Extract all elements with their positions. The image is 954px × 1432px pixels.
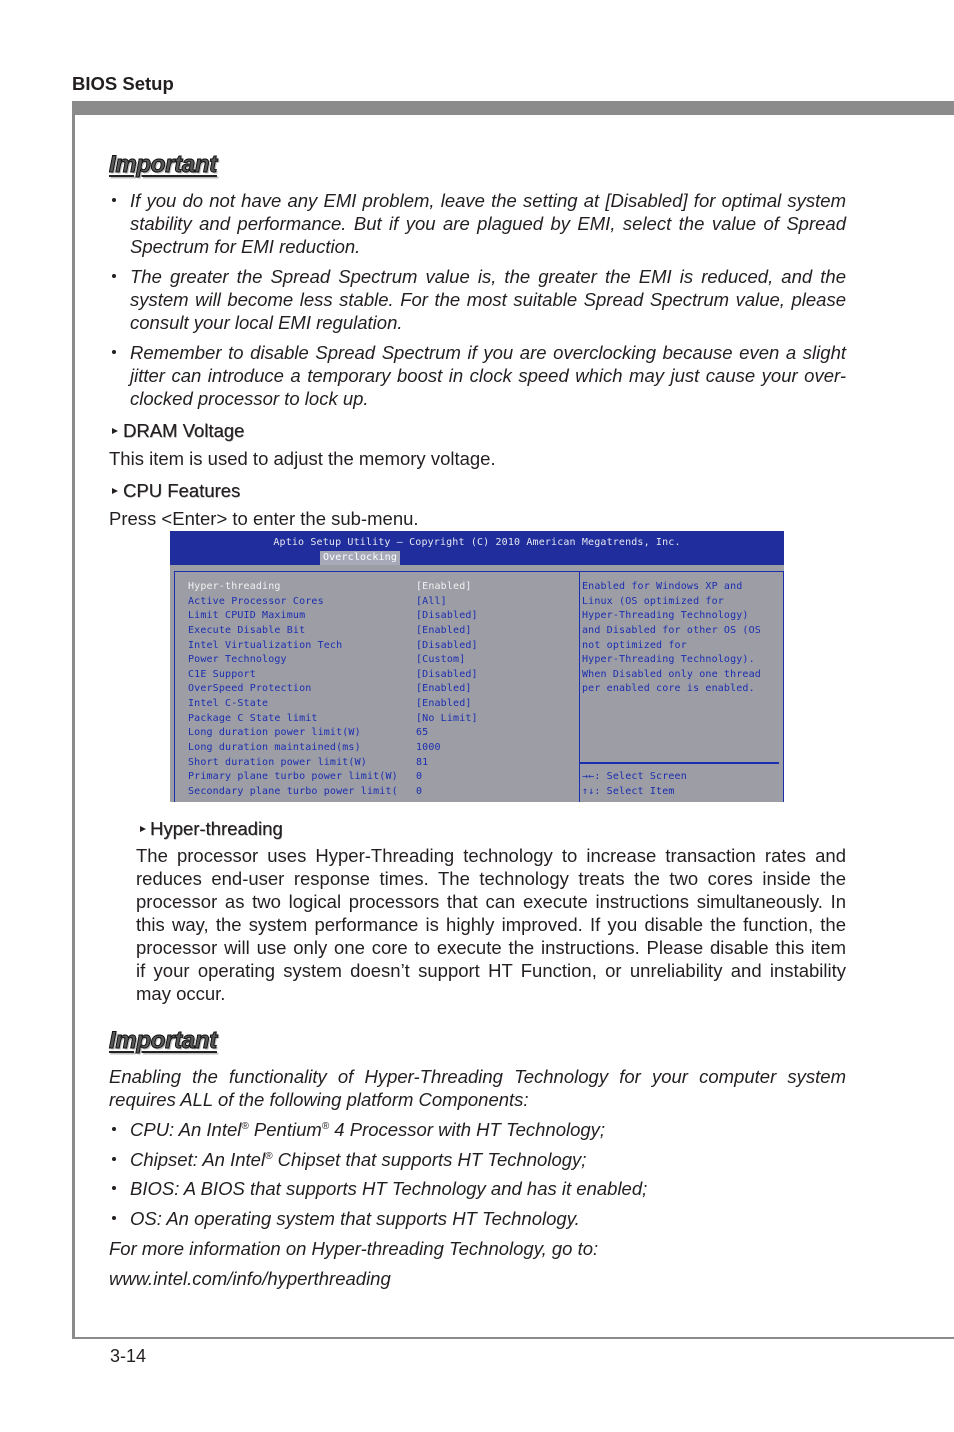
triangle-bullet-icon [112, 488, 118, 494]
requirement-bios [130, 1177, 647, 1200]
important-bullet [130, 265, 846, 334]
bios-setting-value: [Enabled] [416, 683, 472, 695]
bullet-dot-icon [112, 1127, 116, 1131]
bios-help-line: and Disabled for other OS (OS [582, 624, 761, 636]
requirement-os [130, 1207, 580, 1230]
bios-setting-value: [No Limit] [416, 712, 478, 724]
bios-setting-label: Short duration power limit(W) [188, 756, 367, 768]
bullet-dot-icon [112, 198, 116, 202]
bullet-dot-icon [112, 350, 116, 354]
bullet-line: Spectrum for EMI reduction. [130, 235, 361, 257]
bullet-dot-icon [112, 1186, 116, 1190]
hyper-threading-heading: Hyper-threading [150, 818, 283, 839]
bios-setting-row [170, 741, 784, 756]
bios-setting-value: [Disabled] [416, 668, 478, 680]
bios-setting-label: Execute Disable Bit [188, 624, 306, 636]
hyper-threading-description [136, 844, 846, 1005]
bios-setting-label: Package C State limit [188, 712, 318, 724]
bios-screenshot [170, 531, 784, 802]
bullet-dot-icon [112, 1157, 116, 1161]
cpu-features-description: Press <Enter> to enter the sub-menu. [109, 507, 419, 529]
bios-setting-row [170, 697, 784, 712]
registered-mark: ® [241, 1120, 249, 1132]
bullet-dot-icon [112, 274, 116, 278]
requirement-text: BIOS: A BIOS that supports HT Technology and has it enabled; [130, 1177, 648, 1199]
bullet-line: consult your local EMI regulation. [130, 311, 403, 333]
dram-voltage-description: This item is used to adjust the memory voltage. [109, 447, 496, 469]
bios-setting-value: 0 [416, 785, 423, 797]
bios-key-hint-select-screen: →←: Select Screen [582, 771, 687, 783]
info-url: www.intel.com/info/hyperthreading [109, 1267, 391, 1289]
requirement-text: Chipset: An Intel [130, 1148, 266, 1170]
bios-setting-label: Primary plane turbo power limit(W) [188, 771, 398, 783]
important-intro [109, 1065, 846, 1111]
requirement-text: Pentium [248, 1118, 322, 1140]
bios-setting-label: Secondary plane turbo power limit( [188, 785, 398, 797]
paragraph-line: processor as two logical processors that can execute instructions simultaneously. In [136, 890, 846, 912]
bios-help-line: Hyper-Threading Technology). [582, 654, 755, 666]
important-heading: Important [109, 151, 217, 178]
requirement-text: 4 Processor with HT Technology; [329, 1118, 606, 1140]
requirement-chipset [130, 1148, 586, 1171]
triangle-bullet-icon [112, 428, 118, 434]
bios-setting-label: Limit CPUID Maximum [188, 610, 306, 622]
bios-setting-label: Power Technology [188, 654, 287, 666]
bios-setting-value: [Enabled] [416, 581, 472, 592]
bios-setting-row [170, 712, 784, 727]
bios-setting-row [170, 770, 784, 785]
bullet-line: jitter can introduce a temporary boost in clock speed which may just cause your over- [130, 364, 846, 386]
bios-setting-label: OverSpeed Protection [188, 683, 312, 695]
bios-setting-row [170, 785, 784, 800]
dram-voltage-heading: DRAM Voltage [123, 420, 245, 441]
bios-setting-label: Intel Virtualization Tech [188, 639, 343, 651]
bullet-line: If you do not have any EMI problem, leave the setting at [Disabled] for optimal system [130, 189, 846, 211]
paragraph-line: The processor uses Hyper-Threading technology to increase transaction rates and [136, 844, 846, 866]
bios-setting-label: Hyper-threading [188, 581, 281, 592]
bios-key-hint-select-item: ↑↓: Select Item [582, 785, 675, 797]
paragraph-line: this way, the system performance is highly improved. If you disable the function, the [136, 913, 846, 935]
bios-setting-value: 1000 [416, 742, 441, 754]
bios-setting-value: 65 [416, 727, 429, 739]
bios-help-line: per enabled core is enabled. [582, 683, 755, 695]
bios-setting-row [170, 639, 784, 654]
triangle-bullet-icon [140, 826, 146, 832]
bios-setting-value: [Enabled] [416, 698, 472, 710]
requirement-cpu [130, 1118, 605, 1141]
bios-help-line: not optimized for [582, 639, 687, 651]
bullet-dot-icon [112, 1216, 116, 1220]
paragraph-line: requires ALL of the following platform Components: [109, 1088, 529, 1110]
left-border [72, 101, 75, 1339]
paragraph-line: processor will use only one core to execute the instructions. Please disable this item [136, 936, 846, 958]
requirement-text: Chipset that supports HT Technology; [272, 1148, 587, 1170]
bios-help-line: Enabled for Windows XP and [582, 581, 743, 592]
header-bar [72, 101, 954, 115]
bios-header-bar [170, 531, 784, 565]
bios-setting-label: Long duration power limit(W) [188, 727, 361, 739]
page-number: 3-14 [110, 1345, 147, 1366]
bios-setting-label: Active Processor Cores [188, 595, 324, 607]
requirement-text: CPU: An Intel [130, 1118, 242, 1140]
bios-setting-label: Long duration maintained(ms) [188, 742, 361, 754]
paragraph-line: reduces end-user response times. The technology treats the two cores inside the [136, 867, 846, 889]
bios-setting-row [170, 756, 784, 771]
cpu-features-heading: CPU Features [123, 480, 241, 501]
bios-setting-label: Intel C-State [188, 698, 269, 710]
registered-mark: ® [321, 1120, 330, 1132]
important-bullet [130, 341, 846, 410]
bios-setting-value: 81 [416, 756, 429, 768]
bios-setting-value: [Disabled] [416, 610, 478, 622]
bios-setting-value: 0 [416, 771, 423, 783]
bios-help-line: Hyper-Threading Technology) [582, 610, 749, 622]
paragraph-line: may occur. [136, 982, 226, 1004]
bios-tab-overclocking: Overclocking [320, 551, 400, 565]
bios-setting-value: [Custom] [416, 654, 466, 666]
bottom-border [72, 1337, 954, 1339]
bios-setting-value: [Enabled] [416, 624, 472, 636]
bullet-line: system will become less stable. For the most suitable Spread Spectrum value, please [130, 288, 846, 310]
bios-setting-value: [All] [416, 595, 447, 607]
registered-mark: ® [265, 1150, 273, 1162]
requirement-text: OS: An operating system that supports HT Technology. [130, 1207, 580, 1229]
paragraph-line: if your operating system doesn’t support HT Function, or unreliability and instability [136, 959, 846, 981]
bios-help-line: Linux (OS optimized for [582, 595, 724, 607]
bios-title: Aptio Setup Utility – Copyright (C) 2010 American Megatrends, Inc. [273, 537, 681, 548]
section-title: BIOS Setup [72, 73, 174, 94]
important-heading: Important [109, 1027, 217, 1054]
bullet-line: stability and performance. But if you are plagued by EMI, select the value of Spread [130, 212, 846, 234]
important-bullet [130, 189, 846, 258]
bios-help-line: When Disabled only one thread [582, 668, 761, 680]
paragraph-line: Enabling the functionality of Hyper-Threading Technology for your computer system [109, 1065, 846, 1087]
bullet-line: clocked processor to lock up. [130, 387, 369, 409]
more-info-text: For more information on Hyper-threading Technology, go to: [109, 1237, 599, 1259]
bios-setting-value: [Disabled] [416, 639, 478, 651]
bullet-line: The greater the Spread Spectrum value is, the greater the EMI is reduced, and the [130, 265, 846, 287]
bios-setting-label: C1E Support [188, 668, 256, 680]
bullet-line: Remember to disable Spread Spectrum if you are overclocking because even a slight [130, 341, 846, 363]
bios-setting-row [170, 726, 784, 741]
